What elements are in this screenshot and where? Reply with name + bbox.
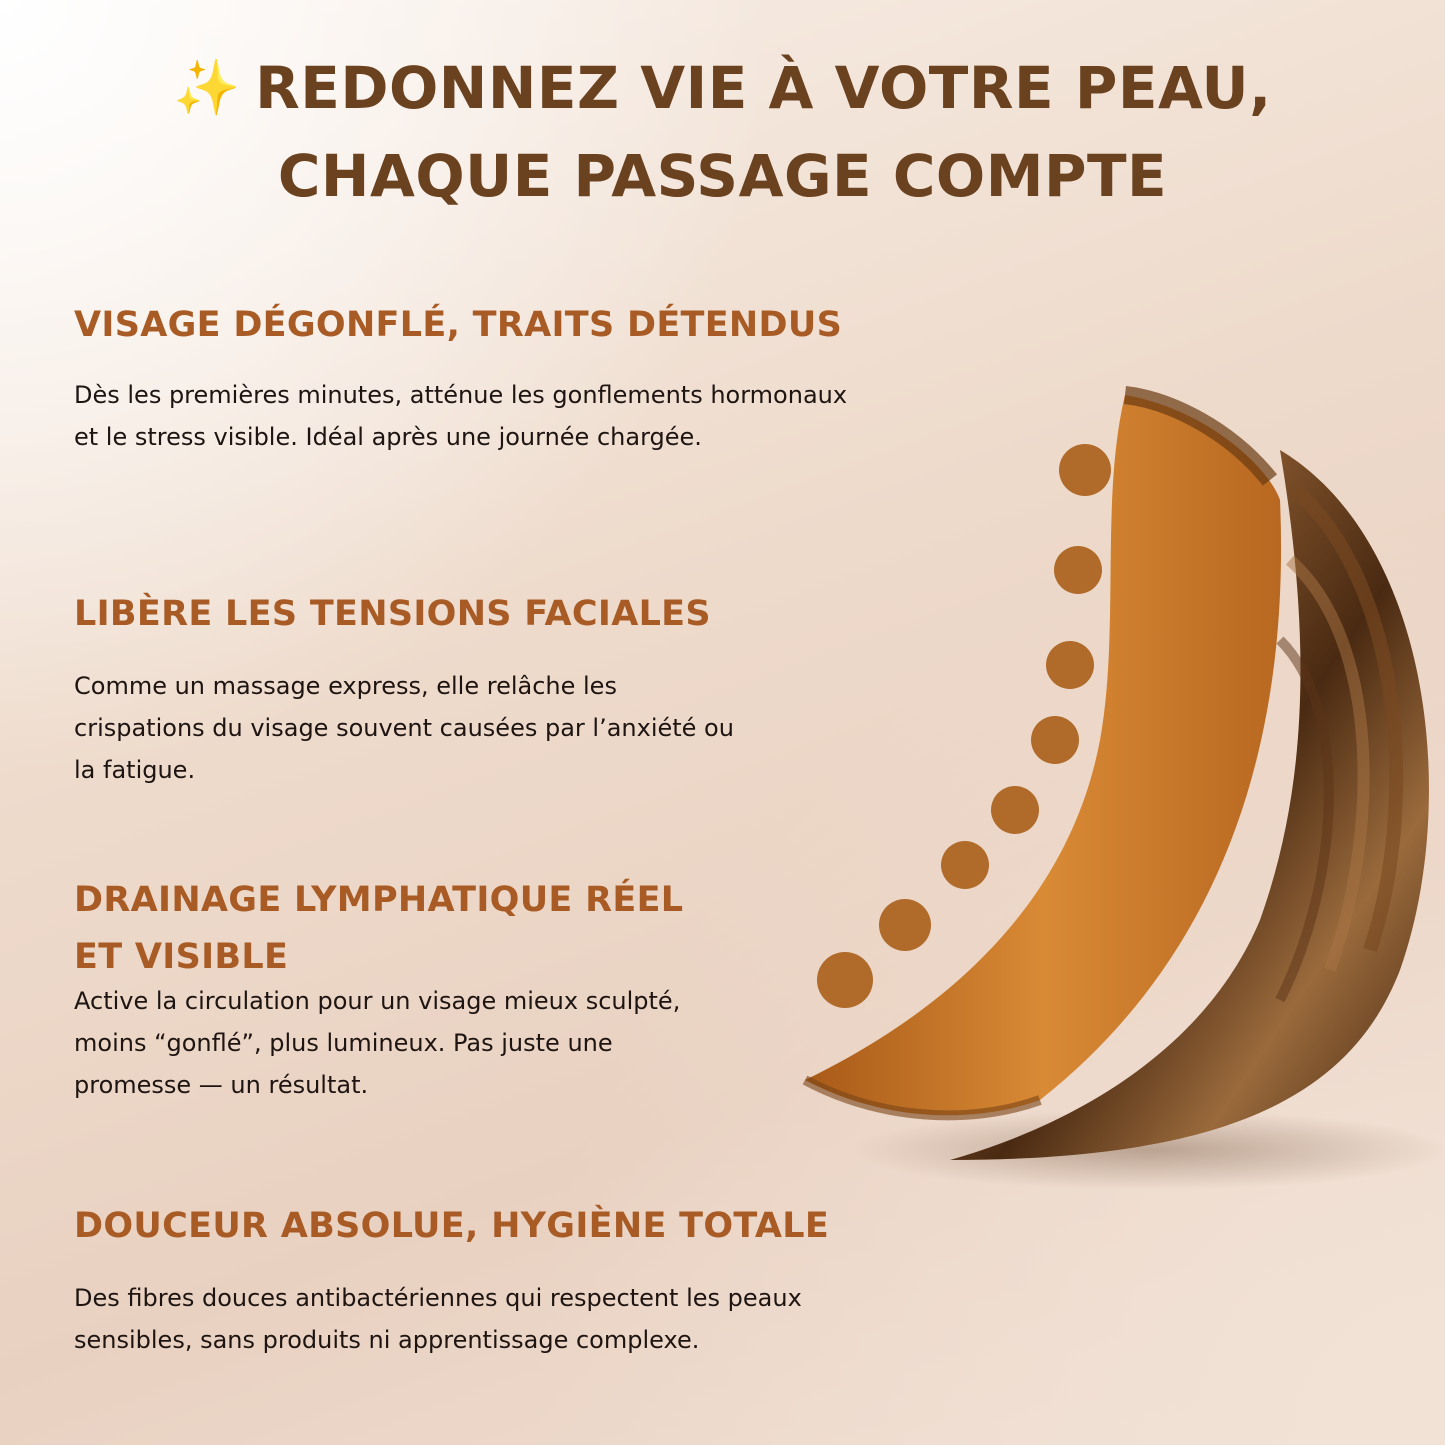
feature-depuffed-face [74, 297, 874, 458]
feature-release-tension [74, 586, 874, 791]
feature-body: Dès les premières minutes, atténue les gonflements hormonaux et le stress visible. Idéal après une journée chargée. [74, 381, 848, 451]
facial-massage-brush-image [790, 380, 1445, 1200]
feature-title: DRAINAGE LYMPHATIQUE RÉEL ET VISIBLE [74, 880, 684, 977]
feature-title: DOUCEUR ABSOLUE, HYGIÈNE TOTALE [74, 1206, 830, 1246]
feature-body: Comme un massage express, elle relâche les crispations du visage souvent causées par l’anxiété ou la fatigue. [74, 672, 734, 784]
feature-body: Des fibres douces antibactériennes qui respectent les peaux sensibles, sans produits ni apprentissage complexe. [74, 1284, 802, 1354]
feature-body: Active la circulation pour un visage mieux sculpté, moins “gonflé”, plus lumineux. Pas juste une promesse — un résultat. [74, 987, 681, 1099]
headline-line-1-text: REDONNEZ VIE À VOTRE PEAU, [255, 54, 1272, 122]
feature-lymphatic-drainage [74, 872, 874, 1106]
page-headline [0, 44, 1445, 220]
feature-title: LIBÈRE LES TENSIONS FACIALES [74, 594, 711, 634]
feature-title: VISAGE DÉGONFLÉ, TRAITS DÉTENDUS [74, 305, 843, 345]
headline-line-2: CHAQUE PASSAGE COMPTE [277, 142, 1168, 210]
feature-softness-hygiene [74, 1198, 874, 1361]
sparkles-icon: ✨ [173, 56, 242, 119]
headline-line-1 [0, 44, 1445, 132]
